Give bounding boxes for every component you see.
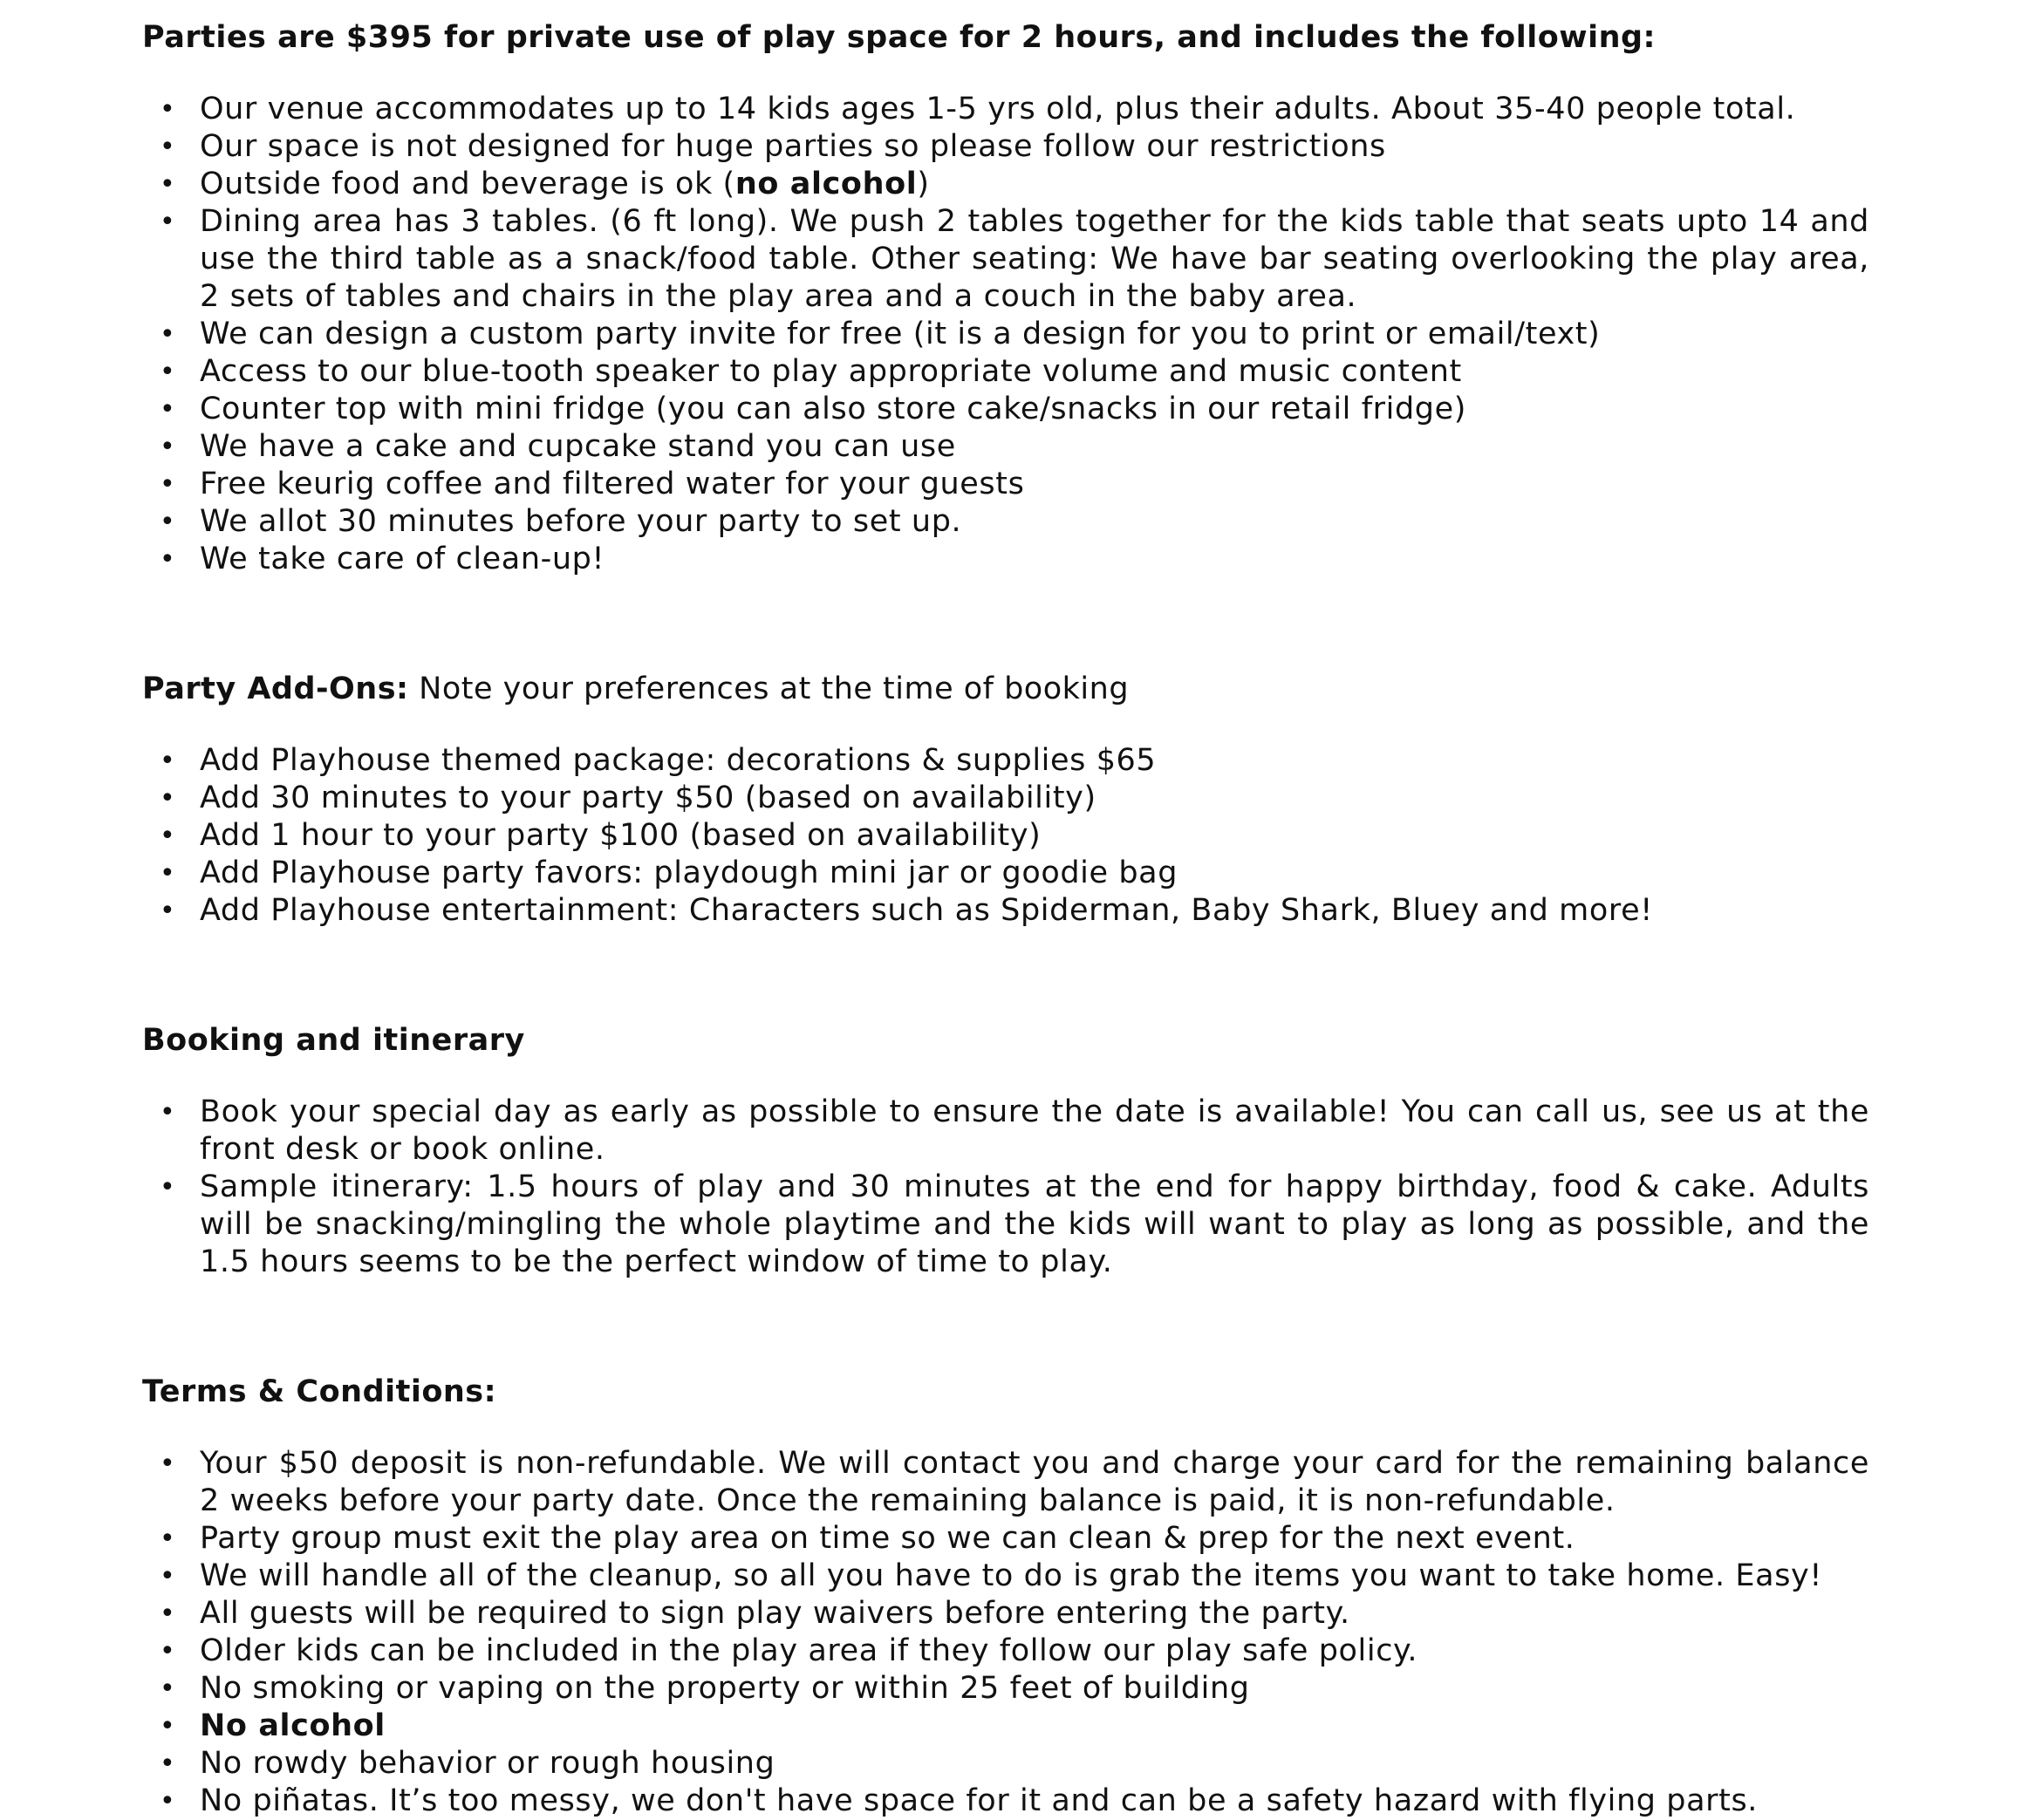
bullet-icon: • [160,783,176,814]
document-page [142,16,1869,1820]
list-item: • Add Playhouse party favors: playdough mini jar or goodie bag [160,855,1178,890]
list-item: • Add Playhouse entertainment: Characters such as Spiderman, Baby Shark, Bluey and more! [160,893,1653,928]
list-item: • Your $50 deposit is non-refundable. We will contact you and charge your card for the remaining balance 2 weeks before your party date. Once the remaining balance is paid, it is non-refundable. [160,1446,1869,1518]
party-addons-list [142,742,1869,930]
bullet-icon: • [160,1598,176,1629]
bullet-icon: • [160,544,176,575]
list-item: • We have a cake and cupcake stand you can use [160,429,956,464]
list-item: • Add 30 minutes to your party $50 (based on availability) [160,780,1096,815]
booking-heading: Booking and itinerary [142,1023,525,1058]
bullet-icon: • [160,1097,176,1128]
bullet-icon: • [160,169,176,200]
bullet-icon: • [160,507,176,537]
list-item: • All guests will be required to sign play waivers before entering the party. [160,1596,1350,1631]
list-item [142,1708,1869,1745]
bullet-icon: • [160,1786,176,1817]
bullet-icon: • [160,469,176,500]
list-item: • We take care of clean-up! [160,542,605,576]
bullet-icon: • [160,1449,176,1479]
party-package-heading: Parties are $395 for private use of play space for 2 hours, and includes the following: [142,20,1657,55]
terms-list [142,1445,1869,1820]
list-item: • Add 1 hour to your party $100 (based on availability) [160,818,1042,853]
list-item: • No smoking or vaping on the property or within 25 feet of building [160,1671,1250,1706]
party-addons-subtitle: Note your preferences at the time of booking [408,671,1130,706]
list-item: • Counter top with mini fridge (you can also store cake/snacks in our retail fridge) [160,392,1466,426]
bullet-icon: • [160,858,176,889]
emphasis-text: No alcohol [200,1708,386,1743]
terms-heading: Terms & Conditions: [142,1374,497,1409]
bullet-icon: • [160,207,176,237]
list-item: • Free keurig coffee and filtered water for your guests [160,467,1025,501]
bullet-icon: • [160,319,176,350]
bullet-icon: • [160,1561,176,1592]
list-item: • We allot 30 minutes before your party to set up. [160,504,962,539]
bullet-icon: • [160,394,176,425]
bullet-icon: • [160,1636,176,1667]
list-item: • No rowdy behavior or rough housing [160,1746,775,1781]
bullet-icon: • [160,1523,176,1554]
party-addons-heading [142,667,1869,711]
emphasis-text: no alcohol [734,167,918,201]
party-package-list [142,91,1869,578]
list-item: • Our space is not designed for huge parties so please follow our restrictions [160,129,1386,164]
list-item: • Book your special day as early as possible to ensure the date is available! You can call us, see us at the front desk or book online. [160,1094,1869,1167]
bullet-icon: • [160,132,176,162]
list-item: • Older kids can be included in the play area if they follow our play safe policy. [160,1633,1418,1668]
bullet-icon: • [160,94,176,125]
list-item: • Add Playhouse themed package: decorations & supplies $65 [160,743,1157,778]
spacer [142,1281,1869,1370]
list-item: • Outside food and beverage is ok (no alcohol) [160,167,930,201]
spacer [142,578,1869,667]
bullet-icon: • [160,1748,176,1779]
party-addons-section [142,667,1869,930]
bullet-icon: • [160,896,176,926]
list-item: • Our venue accommodates up to 14 kids ages 1-5 yrs old, plus their adults. About 35-40 people total. [160,92,1796,126]
list-item: • Party group must exit the play area on time so we can clean & prep for the next event. [160,1521,1575,1556]
party-package-section [142,16,1869,578]
list-item: • Dining area has 3 tables. (6 ft long). We push 2 tables together for the kids table that seats upto 14 and use the third table as a snack/food table. Other seating: We have bar seating overlooking the play area, 2 sets of tables and chairs in the play area and a couch in the baby area. [160,204,1869,314]
list-item: • We will handle all of the cleanup, so all you have to do is grab the items you want to take home. Easy! [160,1558,1822,1593]
bullet-icon: • [160,357,176,387]
bullet-icon: • [160,432,176,462]
party-addons-title: Party Add-Ons: [142,671,409,706]
bullet-icon: • [160,746,176,776]
terms-section [142,1370,1869,1820]
booking-section [142,1019,1869,1281]
spacer [142,930,1869,1019]
list-item: • No piñatas. It’s too messy, we don't have space for it and can be a safety hazard with flying parts. [160,1783,1759,1818]
booking-list [142,1094,1869,1281]
bullet-icon: • [160,1172,176,1203]
bullet-icon: • [160,1711,176,1742]
list-item: • Access to our blue-tooth speaker to play appropriate volume and music content [160,354,1462,389]
bullet-icon: • [160,821,176,851]
bullet-icon: • [160,1673,176,1704]
list-item: • We can design a custom party invite for free (it is a design for you to print or email/text) [160,317,1601,351]
list-item: • Sample itinerary: 1.5 hours of play and 30 minutes at the end for happy birthday, food & cake. Adults will be snacking/mingling the whole playtime and the kids will want to play as long as possible, and the 1.5 hours seems to be the perfect window of time to play. [160,1169,1869,1279]
